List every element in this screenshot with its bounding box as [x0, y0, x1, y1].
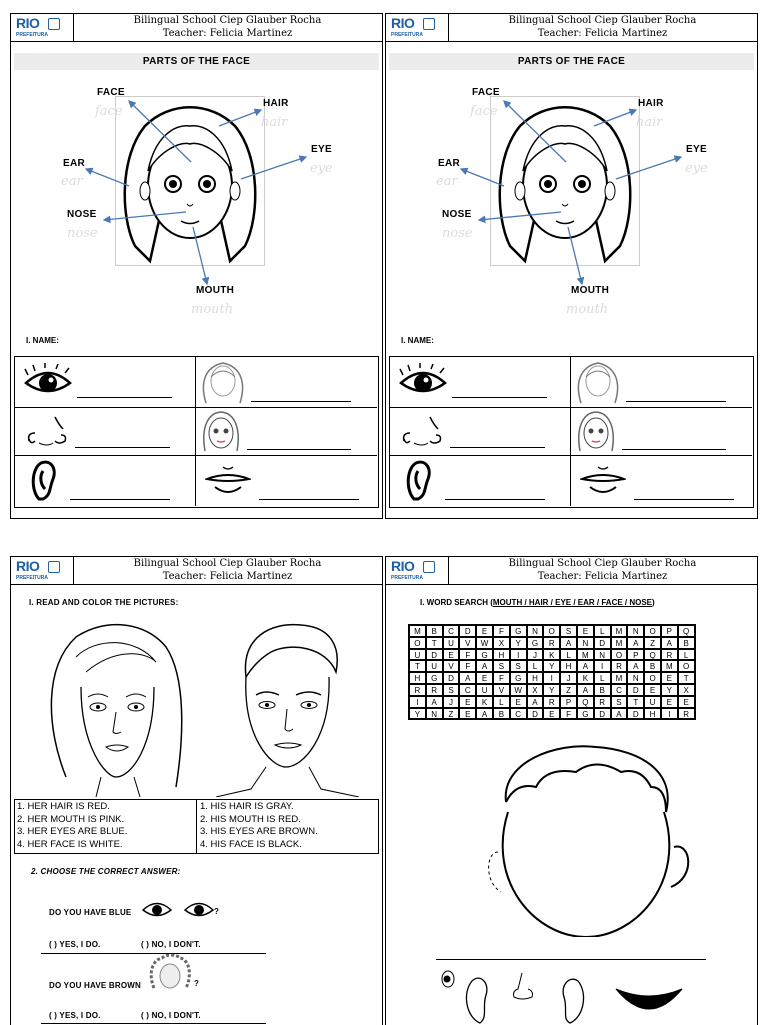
word-search-cell[interactable]: P: [560, 696, 577, 708]
word-search-cell[interactable]: F: [560, 708, 577, 720]
school-name: Bilingual School Ciep Glauber Rocha: [133, 558, 322, 569]
label-hair: HAIR: [263, 98, 289, 109]
her-statements: [17, 801, 127, 851]
word-search-cell[interactable]: C: [443, 625, 460, 637]
rio-prefeitura-logo: RIO PREFEITURA: [386, 557, 449, 584]
word-search-cell[interactable]: O: [678, 660, 695, 672]
word-search-cell[interactable]: L: [493, 696, 510, 708]
word-search-cell[interactable]: T: [426, 637, 443, 649]
word-search-cell[interactable]: D: [527, 708, 544, 720]
word-search-cell[interactable]: R: [594, 696, 611, 708]
word-search-cell[interactable]: A: [627, 637, 644, 649]
mouth-icon: [205, 463, 251, 499]
word-search-cell[interactable]: P: [661, 625, 678, 637]
hair-icon: [575, 359, 621, 405]
word-search-cell[interactable]: G: [426, 672, 443, 684]
word-search-cell[interactable]: G: [577, 708, 594, 720]
worksheet-header: [11, 557, 382, 585]
word-search-cell[interactable]: N: [627, 672, 644, 684]
word-search-cell[interactable]: R: [611, 660, 628, 672]
statement: 1. HER HAIR IS RED.: [17, 801, 110, 812]
eye-icon: [23, 363, 73, 399]
word-search-cell[interactable]: V: [459, 637, 476, 649]
naming-grid: [14, 356, 379, 508]
word-search-cell[interactable]: Y: [510, 637, 527, 649]
ear-cutout-icon: [458, 973, 492, 1025]
word-search-cell[interactable]: M: [611, 637, 628, 649]
word-search-row: [409, 660, 695, 672]
word-search-cell[interactable]: O: [611, 649, 628, 661]
word-search-cell[interactable]: X: [678, 684, 695, 696]
teacher-name: Teacher: Felicia Martinez: [162, 570, 293, 582]
mouth-icon: [580, 463, 626, 499]
word-search-cell[interactable]: E: [661, 672, 678, 684]
word-search-cell[interactable]: I: [594, 660, 611, 672]
word-search-cell[interactable]: D: [459, 625, 476, 637]
ghost-face: face: [470, 104, 498, 119]
ghost-nose: nose: [67, 226, 98, 241]
word-search-row: [409, 708, 695, 720]
statement: 2. HER MOUTH IS PINK.: [17, 813, 125, 825]
word-search-cell[interactable]: N: [527, 625, 544, 637]
word-search-cell[interactable]: L: [678, 649, 695, 661]
school-info: [73, 558, 382, 583]
blue-eyes-icon: [141, 897, 221, 923]
worksheet-parts-of-face-left: [10, 13, 383, 519]
word-search-cell[interactable]: G: [476, 649, 493, 661]
word-search-cell[interactable]: E: [476, 625, 493, 637]
ghost-hair: hair: [636, 115, 663, 130]
ghost-hair: hair: [261, 115, 288, 130]
word-search-cell[interactable]: U: [426, 660, 443, 672]
word-search-cell[interactable]: H: [409, 672, 426, 684]
option-yes[interactable]: ( ) YES, I DO.: [49, 940, 101, 949]
word-search-cell[interactable]: E: [577, 625, 594, 637]
word-search-cell[interactable]: R: [543, 696, 560, 708]
word-search-cell[interactable]: E: [459, 696, 476, 708]
word-search-cell[interactable]: M: [577, 649, 594, 661]
word-search-cell[interactable]: O: [543, 625, 560, 637]
word-search-cell[interactable]: S: [510, 660, 527, 672]
seal-icon: [48, 561, 60, 573]
label-nose: NOSE: [67, 209, 97, 220]
word-list: MOUTH / HAIR / EYE / EAR / FACE / NOSE: [492, 598, 653, 607]
word-search-cell[interactable]: B: [493, 708, 510, 720]
word-search-cell[interactable]: I: [510, 649, 527, 661]
ghost-face: face: [95, 104, 123, 119]
ghost-eye: eye: [685, 161, 708, 176]
his-statements: [200, 801, 318, 851]
word-search-row: [409, 637, 695, 649]
word-search-row: [409, 672, 695, 684]
ear-cutout-icon: [558, 975, 592, 1025]
word-search-cell[interactable]: D: [627, 684, 644, 696]
label-face: FACE: [472, 87, 500, 98]
answer-line[interactable]: [450, 447, 545, 448]
option-yes[interactable]: ( ) YES, I DO.: [49, 1011, 101, 1020]
word-search-cell[interactable]: A: [661, 637, 678, 649]
word-search-cell[interactable]: L: [594, 625, 611, 637]
word-search-cell[interactable]: M: [661, 660, 678, 672]
word-search-cell[interactable]: E: [459, 708, 476, 720]
word-search-cell[interactable]: Y: [543, 684, 560, 696]
hair-icon: [200, 359, 246, 405]
word-search-cell[interactable]: E: [678, 696, 695, 708]
worksheet-header: [386, 557, 757, 585]
word-search-cell[interactable]: P: [627, 649, 644, 661]
statement: 3. HIS EYES ARE BROWN.: [200, 826, 318, 837]
word-search-cell[interactable]: D: [443, 672, 460, 684]
word-search-cell[interactable]: D: [594, 708, 611, 720]
word-search-row: [409, 649, 695, 661]
word-search-cell[interactable]: Q: [577, 696, 594, 708]
word-search-cell[interactable]: L: [560, 649, 577, 661]
word-search-cell[interactable]: F: [459, 660, 476, 672]
answer-line[interactable]: [259, 499, 359, 500]
exercise-name-heading: I. NAME:: [401, 336, 434, 345]
word-search-cell[interactable]: A: [560, 637, 577, 649]
color-instructions-table: [14, 799, 379, 854]
question-mark: ?: [214, 907, 220, 916]
word-search-cell[interactable]: H: [560, 660, 577, 672]
word-search-cell[interactable]: Z: [644, 637, 661, 649]
statement: 1. HIS HAIR IS GRAY.: [200, 801, 294, 812]
word-search-cell[interactable]: E: [543, 708, 560, 720]
word-search-cell[interactable]: Y: [409, 708, 426, 720]
word-search-cell[interactable]: I: [661, 708, 678, 720]
nose-icon: [25, 415, 69, 449]
word-search-cell[interactable]: F: [459, 649, 476, 661]
word-search-cell[interactable]: A: [577, 660, 594, 672]
curly-hair-icon: [148, 954, 192, 992]
word-search-cell[interactable]: D: [594, 637, 611, 649]
word-search-cell[interactable]: Q: [678, 625, 695, 637]
word-search-cell[interactable]: E: [644, 684, 661, 696]
word-search-cell[interactable]: A: [627, 660, 644, 672]
face-icon: [201, 409, 241, 455]
word-search-cell[interactable]: N: [627, 625, 644, 637]
teacher-name: Teacher: Felicia Martinez: [162, 27, 293, 39]
word-search-cell[interactable]: R: [409, 684, 426, 696]
worksheet-parts-of-face-right: [385, 13, 758, 519]
worksheet-read-and-color: [10, 556, 383, 1025]
ghost-eye: eye: [310, 161, 333, 176]
question-blue-eyes: DO YOU HAVE BLUE: [49, 908, 132, 917]
word-search-cell[interactable]: S: [443, 684, 460, 696]
ear-icon: [29, 459, 59, 503]
word-search-cell[interactable]: J: [527, 649, 544, 661]
word-search-cell[interactable]: W: [510, 684, 527, 696]
mouth-cutout-icon: [614, 969, 684, 1025]
label-nose: NOSE: [442, 209, 472, 220]
statement: 2. HIS MOUTH IS RED.: [200, 813, 301, 825]
man-face-drawing: [211, 617, 361, 797]
word-search-cell[interactable]: S: [493, 660, 510, 672]
word-search-cell[interactable]: K: [476, 696, 493, 708]
face-icon: [576, 409, 616, 455]
rio-prefeitura-logo: RIO PREFEITURA: [386, 14, 449, 41]
label-eye: EYE: [311, 144, 332, 155]
word-search-cell[interactable]: E: [510, 696, 527, 708]
statement: 4. HER FACE IS WHITE.: [17, 838, 123, 850]
answer-line[interactable]: [622, 449, 726, 450]
answer-line[interactable]: [77, 397, 172, 398]
rio-prefeitura-logo: RIO PREFEITURA: [11, 557, 74, 584]
word-search-cell[interactable]: K: [577, 672, 594, 684]
school-name: Bilingual School Ciep Glauber Rocha: [508, 558, 697, 569]
word-search-cell[interactable]: A: [459, 672, 476, 684]
word-search-cell[interactable]: U: [443, 637, 460, 649]
label-eye: EYE: [686, 144, 707, 155]
eye-cutout-icon: [436, 967, 460, 991]
statement: 3. HER EYES ARE BLUE.: [17, 826, 128, 837]
word-search-cell[interactable]: H: [527, 672, 544, 684]
word-search-cell[interactable]: A: [476, 660, 493, 672]
seal-icon: [423, 561, 435, 573]
word-search-cell[interactable]: B: [678, 637, 695, 649]
word-search-cell[interactable]: M: [611, 672, 628, 684]
word-search-heading: I. WORD SEARCH (MOUTH / HAIR / EYE / EAR / FACE / NOSE): [420, 598, 655, 607]
word-search-cell[interactable]: I: [409, 696, 426, 708]
exercise-1-heading: I. READ AND COLOR THE PICTURES:: [29, 598, 179, 607]
divider: [436, 959, 706, 960]
answer-line[interactable]: [75, 447, 170, 448]
word-search-cell[interactable]: A: [611, 708, 628, 720]
rio-prefeitura-logo: RIO PREFEITURA: [11, 14, 74, 41]
word-search-cell[interactable]: M: [409, 625, 426, 637]
word-search-cell[interactable]: B: [644, 660, 661, 672]
exercise-2-heading: 2. CHOOSE THE CORRECT ANSWER:: [31, 867, 181, 876]
label-mouth: MOUTH: [571, 285, 610, 296]
word-search-cell[interactable]: A: [426, 696, 443, 708]
nose-cutout-icon: [508, 971, 538, 1001]
word-search-cell[interactable]: N: [594, 649, 611, 661]
teacher-name: Teacher: Felicia Martinez: [537, 27, 668, 39]
statement: 4. HIS FACE IS BLACK.: [200, 838, 302, 850]
word-search-cell[interactable]: M: [611, 625, 628, 637]
word-search-cell[interactable]: O: [644, 625, 661, 637]
word-search-cell[interactable]: T: [627, 696, 644, 708]
word-search-cell[interactable]: H: [493, 649, 510, 661]
word-search-cell[interactable]: S: [560, 625, 577, 637]
woman-face-drawing: [36, 617, 196, 797]
label-face: FACE: [97, 87, 125, 98]
word-search-cell[interactable]: G: [510, 625, 527, 637]
answer-line[interactable]: [70, 499, 170, 500]
word-search-cell[interactable]: C: [459, 684, 476, 696]
exercise-name-heading: I. NAME:: [26, 336, 59, 345]
word-search-cell[interactable]: N: [577, 637, 594, 649]
word-search-cell[interactable]: B: [426, 625, 443, 637]
label-hair: HAIR: [638, 98, 664, 109]
word-search-cell[interactable]: V: [493, 684, 510, 696]
word-search-cell[interactable]: E: [661, 696, 678, 708]
word-search-cell[interactable]: R: [678, 708, 695, 720]
label-ear: EAR: [63, 158, 86, 169]
word-search-cell[interactable]: L: [527, 660, 544, 672]
school-name: Bilingual School Ciep Glauber Rocha: [508, 15, 697, 26]
word-search-cell[interactable]: G: [510, 672, 527, 684]
answer-line[interactable]: [445, 499, 545, 500]
word-search-cell[interactable]: T: [409, 660, 426, 672]
page-title: PARTS OF THE FACE: [14, 53, 379, 70]
word-search-row: [409, 696, 695, 708]
word-search-cell[interactable]: I: [543, 672, 560, 684]
answer-line[interactable]: [452, 397, 547, 398]
ear-icon: [404, 459, 434, 503]
word-search-cell[interactable]: F: [493, 672, 510, 684]
word-search-cell[interactable]: D: [426, 649, 443, 661]
word-search-cell[interactable]: U: [409, 649, 426, 661]
word-search-cell[interactable]: W: [476, 637, 493, 649]
word-search-cell[interactable]: X: [493, 637, 510, 649]
nose-icon: [400, 415, 444, 449]
word-search-cell[interactable]: Z: [560, 684, 577, 696]
teacher-name: Teacher: Felicia Martinez: [537, 570, 668, 582]
word-search-cell[interactable]: A: [476, 708, 493, 720]
school-name: Bilingual School Ciep Glauber Rocha: [133, 15, 322, 26]
word-search-cell[interactable]: Y: [543, 660, 560, 672]
page-title: PARTS OF THE FACE: [389, 53, 754, 70]
word-search-cell[interactable]: C: [611, 684, 628, 696]
ghost-ear: ear: [61, 174, 83, 189]
word-search-cell[interactable]: K: [543, 649, 560, 661]
worksheet-word-search: [385, 556, 758, 1025]
word-search-cell[interactable]: A: [527, 696, 544, 708]
word-search-cell[interactable]: N: [426, 708, 443, 720]
question-mark: ?: [194, 979, 200, 988]
answer-line[interactable]: [634, 499, 734, 500]
answer-line[interactable]: [251, 401, 351, 402]
word-search-cell[interactable]: V: [443, 660, 460, 672]
option-no[interactable]: ( ) NO, I DON'T.: [141, 940, 201, 949]
word-search-cell[interactable]: A: [577, 684, 594, 696]
word-search-cell[interactable]: F: [493, 625, 510, 637]
answer-line[interactable]: [626, 401, 726, 402]
word-search-cell[interactable]: J: [560, 672, 577, 684]
word-search-cell[interactable]: U: [476, 684, 493, 696]
word-search-cell[interactable]: L: [594, 672, 611, 684]
word-search-cell[interactable]: T: [678, 672, 695, 684]
word-search-cell[interactable]: S: [611, 696, 628, 708]
word-search-cell[interactable]: H: [644, 708, 661, 720]
word-search-cell[interactable]: R: [661, 649, 678, 661]
word-search-cell[interactable]: Y: [661, 684, 678, 696]
word-search-cell[interactable]: D: [627, 708, 644, 720]
answer-line[interactable]: [247, 449, 351, 450]
label-ear: EAR: [438, 158, 461, 169]
ghost-mouth: mouth: [566, 302, 609, 317]
word-search-cell[interactable]: O: [644, 672, 661, 684]
label-mouth: MOUTH: [196, 285, 235, 296]
word-search-cell[interactable]: E: [476, 672, 493, 684]
word-search-cell[interactable]: R: [426, 684, 443, 696]
word-search-grid[interactable]: [408, 624, 696, 720]
word-search-row: [409, 625, 695, 637]
word-search-cell[interactable]: G: [527, 637, 544, 649]
word-search-cell[interactable]: X: [527, 684, 544, 696]
school-info: [448, 558, 757, 583]
naming-grid: [389, 356, 754, 508]
blank-face-outline: [446, 742, 716, 937]
word-search-cell[interactable]: R: [543, 637, 560, 649]
word-search-cell[interactable]: B: [594, 684, 611, 696]
eye-icon: [398, 363, 448, 399]
word-search-cell[interactable]: Q: [644, 649, 661, 661]
word-search-cell[interactable]: O: [409, 637, 426, 649]
word-search-cell[interactable]: C: [510, 708, 527, 720]
word-search-cell[interactable]: Z: [443, 708, 460, 720]
ghost-mouth: mouth: [191, 302, 234, 317]
word-search-cell[interactable]: U: [644, 696, 661, 708]
word-search-cell[interactable]: J: [443, 696, 460, 708]
question-brown-hair: DO YOU HAVE BROWN: [49, 981, 141, 990]
option-no[interactable]: ( ) NO, I DON'T.: [141, 1011, 201, 1020]
word-search-row: [409, 684, 695, 696]
ghost-ear: ear: [436, 174, 458, 189]
ghost-nose: nose: [442, 226, 473, 241]
word-search-cell[interactable]: E: [443, 649, 460, 661]
